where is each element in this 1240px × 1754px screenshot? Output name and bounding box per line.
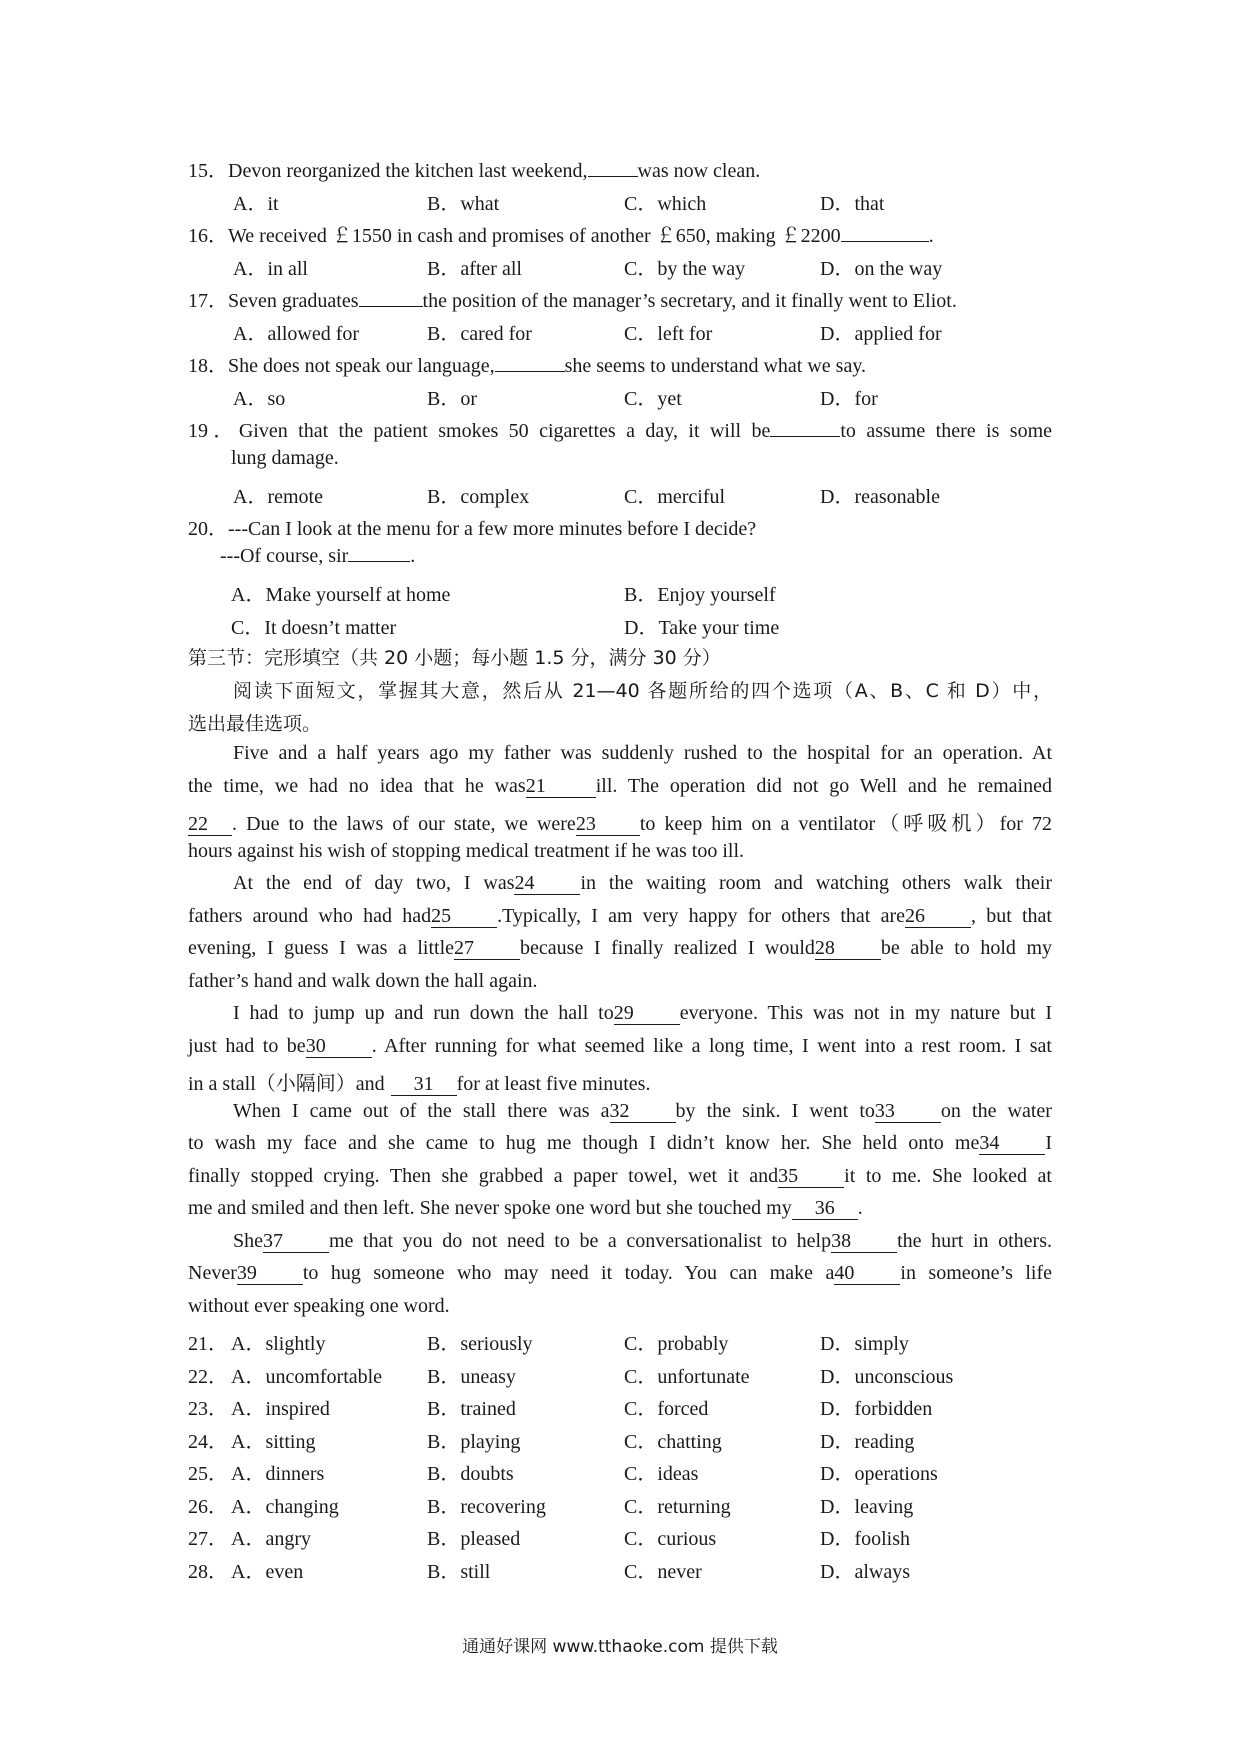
question-text: Devon reorganized the kitchen last weekend, bbox=[228, 160, 588, 182]
passage-text: She bbox=[233, 1230, 263, 1252]
passage-text: . After running for what seemed like a long time, I went into a rest room. I sat bbox=[371, 1035, 1052, 1057]
blank-25: 25 bbox=[431, 905, 497, 928]
option-d: D．that bbox=[820, 193, 885, 215]
passage-text: I bbox=[1045, 1132, 1052, 1154]
option-b: B．what bbox=[427, 193, 500, 215]
option-b: B．still bbox=[427, 1561, 491, 1583]
dialogue-line: ---Can I look at the menu for a few more minutes before I decide? bbox=[228, 518, 757, 540]
passage-text: be able to hold my bbox=[880, 937, 1052, 959]
option-c: C．probably bbox=[624, 1333, 729, 1355]
option-d: D．operations bbox=[820, 1463, 938, 1485]
passage-line: Five and a half years ago my father was suddenly rushed to the hospital for an operation. At bbox=[233, 742, 1052, 764]
passage-text: finally stopped crying. Then she grabbed a paper towel, wet it and bbox=[188, 1165, 779, 1187]
option-b: B．cared for bbox=[427, 323, 532, 345]
option-d: D．on the way bbox=[820, 258, 943, 280]
passage-text: At the end of day two, I was bbox=[233, 872, 515, 894]
blank-27: 27 bbox=[454, 937, 520, 960]
option-c: C．merciful bbox=[624, 486, 726, 508]
question-text: the position of the manager’s secretary, and it finally went to Eliot. bbox=[422, 290, 957, 312]
passage-text: ill. The operation did not go Well and he remained bbox=[595, 775, 1052, 797]
passage-text: on the water bbox=[940, 1100, 1052, 1122]
blank-24: 24 bbox=[514, 872, 580, 895]
option-c: C．returning bbox=[624, 1496, 731, 1518]
option-c: C．never bbox=[624, 1561, 702, 1583]
option-b: B．pleased bbox=[427, 1528, 521, 1550]
blank-32: 32 bbox=[610, 1100, 676, 1123]
passage-text: by the sink. I went to bbox=[675, 1100, 875, 1122]
question-number: 21． bbox=[188, 1333, 228, 1355]
option-d: D．applied for bbox=[820, 323, 942, 345]
passage-line bbox=[188, 1165, 1052, 1188]
option-d: D．reasonable bbox=[820, 486, 940, 508]
option-c: C．yet bbox=[624, 388, 682, 410]
passage-line bbox=[188, 1197, 863, 1220]
option-a: A．dinners bbox=[231, 1463, 325, 1485]
passage-line: hours against his wish of stopping medical treatment if he was too ill. bbox=[188, 840, 745, 862]
passage-text: the hurt in others. bbox=[897, 1230, 1052, 1252]
passage-text: everyone. This was not in my nature but I bbox=[679, 1002, 1052, 1024]
passage-line bbox=[188, 905, 1052, 928]
option-c: C．chatting bbox=[624, 1431, 722, 1453]
option-b: B．recovering bbox=[427, 1496, 546, 1518]
option-d: D．leaving bbox=[820, 1496, 914, 1518]
passage-text: just had to be bbox=[188, 1035, 306, 1057]
passage-text: in a stall（小隔间）and bbox=[188, 1073, 385, 1095]
question-text: We received ￡1550 in cash and promises of another ￡650, making ￡2200 bbox=[228, 225, 841, 247]
option-c: C．ideas bbox=[624, 1463, 699, 1485]
passage-text: , but that bbox=[970, 905, 1052, 927]
question-18 bbox=[188, 349, 866, 378]
question-number: 23． bbox=[188, 1398, 228, 1420]
answer-blank bbox=[841, 241, 929, 242]
option-a: A．in all bbox=[233, 258, 308, 280]
question-text: she seems to understand what we say. bbox=[564, 355, 867, 377]
question-text: to assume there is some bbox=[840, 420, 1052, 442]
question-text: . bbox=[928, 225, 934, 247]
question-number: 16． bbox=[188, 225, 228, 247]
blank-29: 29 bbox=[614, 1002, 680, 1025]
question-number: 24． bbox=[188, 1431, 228, 1453]
question-text: was now clean. bbox=[637, 160, 761, 182]
passage-text: to hug someone who may need it today. You can make a bbox=[302, 1262, 835, 1284]
option-d: D．Take your time bbox=[624, 617, 780, 639]
passage-line: without ever speaking one word. bbox=[188, 1295, 450, 1317]
option-c: C．It doesn’t matter bbox=[231, 617, 397, 639]
blank-22: 22 bbox=[188, 813, 232, 836]
question-number: 19． bbox=[188, 420, 239, 442]
passage-line bbox=[188, 1132, 1052, 1155]
option-a: A．it bbox=[233, 193, 279, 215]
question-19 bbox=[188, 414, 1052, 443]
passage-line bbox=[188, 775, 1052, 798]
dialogue-line: ---Of course, sir bbox=[220, 545, 349, 567]
answer-blank bbox=[588, 176, 638, 177]
question-number: 27． bbox=[188, 1528, 228, 1550]
option-d: D．forbidden bbox=[820, 1398, 933, 1420]
option-a: A．remote bbox=[233, 486, 323, 508]
question-number: 18． bbox=[188, 355, 228, 377]
section-instructions-continued: 选出最佳选项。 bbox=[188, 713, 322, 735]
passage-line bbox=[233, 1230, 1052, 1253]
question-20-reply bbox=[220, 545, 415, 568]
blank-37: 37 bbox=[263, 1230, 329, 1253]
question-19-continued: lung damage. bbox=[231, 447, 339, 469]
blank-23: 23 bbox=[576, 813, 640, 836]
question-text: Seven graduates bbox=[228, 290, 359, 312]
answer-blank bbox=[495, 371, 565, 372]
blank-33: 33 bbox=[875, 1100, 941, 1123]
option-d: D．foolish bbox=[820, 1528, 910, 1550]
option-a: A．even bbox=[231, 1561, 304, 1583]
question-17 bbox=[188, 284, 957, 313]
question-number: 26． bbox=[188, 1496, 228, 1518]
option-a: A．inspired bbox=[231, 1398, 330, 1420]
passage-text: it to me. She looked at bbox=[844, 1165, 1052, 1187]
passage-text: to keep him on a ventilator（呼吸机）for 72 bbox=[639, 813, 1052, 835]
question-text: She does not speak our language, bbox=[228, 355, 495, 377]
question-16 bbox=[188, 219, 934, 248]
passage-line bbox=[188, 1067, 650, 1096]
question-number: 22． bbox=[188, 1366, 228, 1388]
option-b: B．Enjoy yourself bbox=[624, 584, 776, 606]
option-b: B．trained bbox=[427, 1398, 516, 1420]
answer-blank bbox=[359, 306, 423, 307]
dialogue-punctuation: . bbox=[410, 545, 416, 567]
passage-text: me and smiled and then left. She never spoke one word but she touched my bbox=[188, 1197, 792, 1219]
blank-28: 28 bbox=[815, 937, 881, 960]
passage-text: fathers around who had had bbox=[188, 905, 432, 927]
passage-line bbox=[188, 1262, 1052, 1285]
option-c: C．which bbox=[624, 193, 707, 215]
option-c: C．curious bbox=[624, 1528, 717, 1550]
option-a: A．angry bbox=[231, 1528, 311, 1550]
question-20 bbox=[188, 512, 756, 541]
passage-text: evening, I guess I was a little bbox=[188, 937, 455, 959]
section-title: 第三节：完形填空（共 20 小题；每小题 1.5 分，满分 30 分） bbox=[188, 647, 721, 669]
option-a: A．so bbox=[233, 388, 286, 410]
blank-38: 38 bbox=[831, 1230, 897, 1253]
option-a: A．changing bbox=[231, 1496, 339, 1518]
question-text: Given that the patient smokes 50 cigarettes a day, it will be bbox=[238, 420, 771, 442]
blank-40: 40 bbox=[834, 1262, 900, 1285]
passage-line bbox=[188, 1035, 1052, 1058]
option-b: B．after all bbox=[427, 258, 522, 280]
question-number: 25． bbox=[188, 1463, 228, 1485]
option-b: B．playing bbox=[427, 1431, 521, 1453]
passage-line bbox=[233, 872, 1052, 895]
passage-text: When I came out of the stall there was a bbox=[233, 1100, 610, 1122]
section-instructions: 阅读下面短文，掌握其大意，然后从 21—40 各题所给的四个选项（A、B、C 和 D）中， bbox=[233, 680, 1052, 702]
option-a: A．uncomfortable bbox=[231, 1366, 383, 1388]
passage-text: in someone’s life bbox=[900, 1262, 1053, 1284]
question-number: 17． bbox=[188, 290, 228, 312]
passage-text: the time, we had no idea that he was bbox=[188, 775, 526, 797]
passage-text: to wash my face and she came to hug me though I didn’t know her. She held onto me bbox=[188, 1132, 980, 1154]
passage-text: me that you do not need to be a conversationalist to help bbox=[329, 1230, 832, 1252]
blank-36: 36 bbox=[792, 1197, 858, 1220]
passage-line: father’s hand and walk down the hall again. bbox=[188, 970, 538, 992]
option-a: A．sitting bbox=[231, 1431, 316, 1453]
option-c: C．left for bbox=[624, 323, 713, 345]
page-footer: 通通好课网 www.tthaoke.com 提供下载 bbox=[462, 1637, 778, 1657]
passage-text: . Due to the laws of our state, we were bbox=[232, 813, 576, 835]
option-d: D．for bbox=[820, 388, 878, 410]
passage-text: I had to jump up and run down the hall to bbox=[233, 1002, 614, 1024]
option-c: C．forced bbox=[624, 1398, 709, 1420]
question-number: 20． bbox=[188, 518, 228, 540]
blank-30: 30 bbox=[306, 1035, 372, 1058]
passage-text: . bbox=[857, 1197, 863, 1219]
question-number: 28． bbox=[188, 1561, 228, 1583]
question-15 bbox=[188, 154, 760, 183]
passage-text: in the waiting room and watching others walk their bbox=[580, 872, 1052, 894]
option-c: C．by the way bbox=[624, 258, 746, 280]
passage-line bbox=[233, 1100, 1052, 1123]
option-d: D．always bbox=[820, 1561, 910, 1583]
option-b: B．or bbox=[427, 388, 477, 410]
passage-text: for at least five minutes. bbox=[456, 1073, 651, 1095]
blank-35: 35 bbox=[778, 1165, 844, 1188]
blank-34: 34 bbox=[979, 1132, 1045, 1155]
blank-21: 21 bbox=[526, 775, 596, 798]
option-b: B．seriously bbox=[427, 1333, 533, 1355]
option-a: A．Make yourself at home bbox=[231, 584, 451, 606]
passage-line bbox=[188, 937, 1052, 960]
passage-line bbox=[233, 1002, 1052, 1025]
blank-31: 31 bbox=[391, 1073, 457, 1096]
question-number: 15． bbox=[188, 160, 228, 182]
blank-39: 39 bbox=[237, 1262, 303, 1285]
option-a: A．slightly bbox=[231, 1333, 326, 1355]
option-d: D．simply bbox=[820, 1333, 909, 1355]
passage-text: because I finally realized I would bbox=[520, 937, 815, 959]
answer-blank bbox=[770, 436, 840, 437]
blank-26: 26 bbox=[905, 905, 971, 928]
option-a: A．allowed for bbox=[233, 323, 360, 345]
option-d: D．reading bbox=[820, 1431, 915, 1453]
option-d: D．unconscious bbox=[820, 1366, 954, 1388]
passage-line bbox=[188, 807, 1052, 836]
passage-text: .Typically, I am very happy for others that are bbox=[497, 905, 905, 927]
passage-text: Never bbox=[188, 1262, 237, 1284]
option-b: B．complex bbox=[427, 486, 530, 508]
option-c: C．unfortunate bbox=[624, 1366, 750, 1388]
option-b: B．uneasy bbox=[427, 1366, 516, 1388]
option-b: B．doubts bbox=[427, 1463, 514, 1485]
answer-blank bbox=[348, 561, 410, 562]
